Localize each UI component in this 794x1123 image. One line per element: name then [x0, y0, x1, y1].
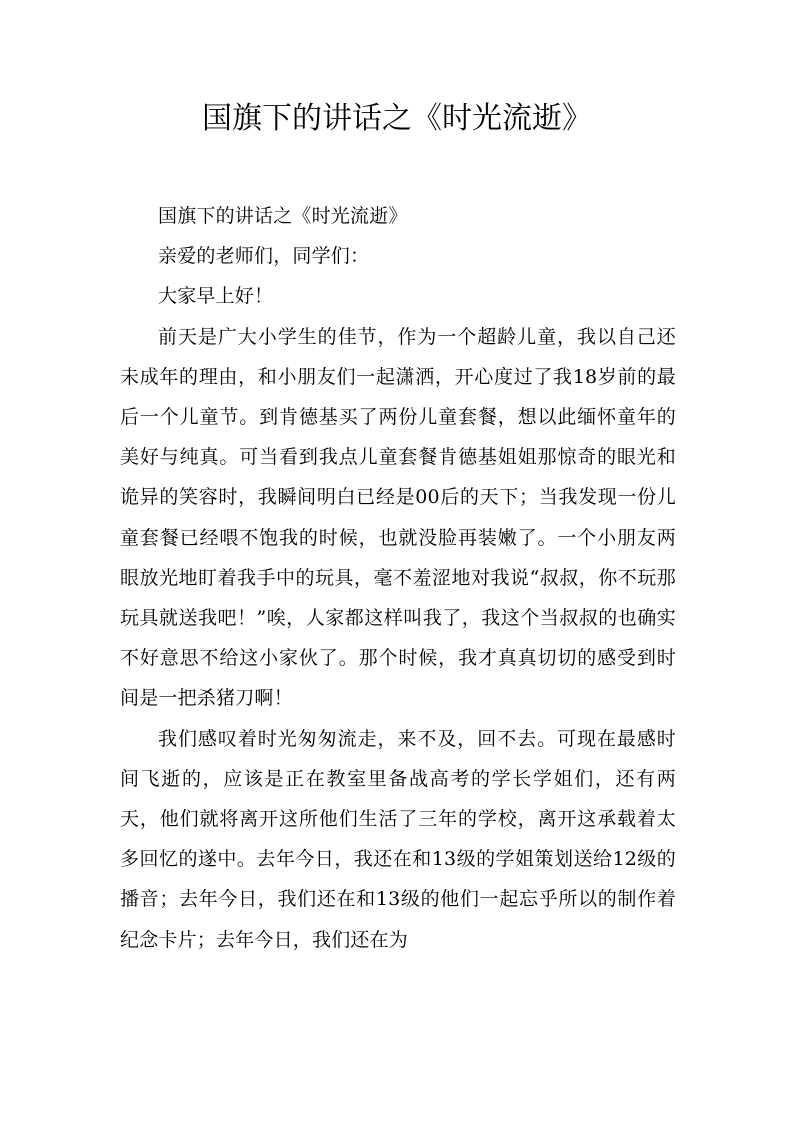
paragraph-salutation: 亲爱的老师们，同学们：: [158, 245, 370, 268]
document-title: 国旗下的讲话之《时光流逝》: [202, 101, 592, 136]
document-body: [120, 196, 676, 960]
paragraph-childrens-day: 前天是广大小学生的佳节，作为一个超龄儿童，我以自己还未成年的理由，和小朋友们一起潇洒，开心度过了我18岁前的最后一个儿童节。到肯德基买了两份儿童套餐，想以此缅怀童年的美好与纯真。可当看到我点儿童套餐肯德基姐姐那惊奇的眼光和诡异的笑容时，我瞬间明白已经是00后的天下；当我发现一份儿童套餐已经喂不饱我的时候，也就没脸再装嫩了。一个小朋友两眼放光地盯着我手中的玩具，毫不羞涩地对我说“叔叔，你不玩那玩具就送我吧！”唉，人家都这样叫我了，我这个当叔叔的也确实不好意思不给这小家伙了。那个时候，我才真真切切的感受到时间是一把杀猪刀啊！: [120, 325, 676, 710]
paragraph-heading-repeat: 国旗下的讲话之《时光流逝》: [158, 205, 408, 227]
paragraph-time-passing: 我们感叹着时光匆匆流走，来不及，回不去。可现在最感时间飞逝的，应该是正在教室里备战高考的学长学姐们，还有两天，他们就将离开这所他们生活了三年的学校，离开这承载着太多回忆的遂中。去年今日，我还在和13级的学姐策划送给12级的播音；去年今日，我们还在和13级的他们一起忘乎所以的制作着纪念卡片；去年今日，我们还在为: [120, 727, 676, 951]
paragraph-greeting: 大家早上好！: [158, 285, 274, 308]
